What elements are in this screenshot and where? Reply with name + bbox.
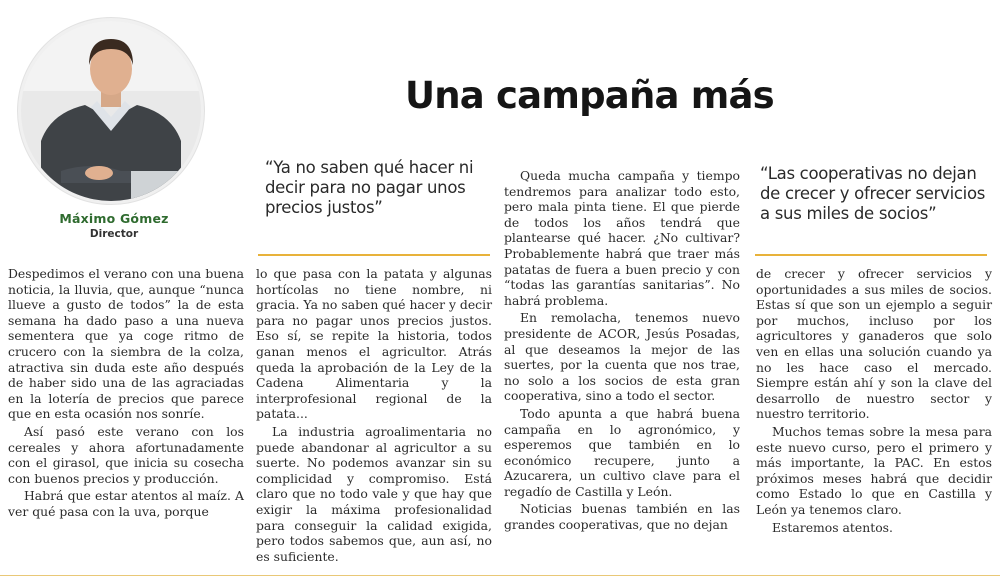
article-column-4 xyxy=(756,266,992,535)
paragraph: de crecer y ofrecer servicios y oportunidades a sus miles de socios. Estas sí que son un ejemplo a seguir por muchos, incluso por los agricultores y ganaderos que solo ven en ellas una solución cuando ya no les hace caso el mercado. Siempre están ahí y son la clave del desarrollo de nuestro sector y nuestro territorio. xyxy=(756,266,992,422)
paragraph: Así pasó este verano con los cereales y ahora afortunadamente con el girasol, que inicia su cosecha con buenos precios y producción. xyxy=(8,423,244,486)
paragraph: Habrá que estar atentos al maíz. A ver qué pasa con la uva, porque xyxy=(8,488,244,519)
paragraph: Despedimos el verano con una buena noticia, la lluvia, que, aunque “nunca llueve a gusto de todos” la de esta semana ha dado paso a una nueva sementera que ya coge ritmo de crucero con la siembra de la colza, atractiva sin duda este año después de haber sido una de las agraciadas en la lotería de precios que parece que en esta ocasión nos sonríe. xyxy=(8,266,244,422)
author-name: Máximo Gómez xyxy=(59,211,169,226)
author-role: Director xyxy=(89,228,139,240)
page-bottom-rule xyxy=(0,575,1000,576)
paragraph: Noticias buenas también en las grandes cooperativas, que no dejan xyxy=(504,501,740,533)
quote-underline xyxy=(258,254,490,256)
pull-quote: “Ya no saben qué hacer ni decir para no pagar unos precios justos” xyxy=(265,158,474,217)
article-column-1 xyxy=(8,266,244,520)
pull-quote: “Las cooperativas no dejan de crecer y ofrecer servicios a sus miles de socios” xyxy=(760,164,986,223)
article-column-2 xyxy=(256,266,492,564)
article-column-3 xyxy=(504,166,740,533)
headline: Una campaña más xyxy=(405,74,774,117)
paragraph: Todo apunta a que habrá buena campaña en lo agronómico, y esperemos que también en lo económico recupere, junto a Azucarera, un cultivo clave para el regadío de Castilla y León. xyxy=(504,405,740,499)
paragraph: En remolacha, tenemos nuevo presidente de ACOR, Jesús Posadas, al que deseamos la mejor de las suertes, por la cuenta que nos trae, no solo a los socios de esta gran cooperativa, sino a todo el sector. xyxy=(504,310,740,404)
paragraph: Queda mucha campaña y tiempo tendremos para analizar todo esto, pero mala pinta tiene. El que pierde de todos los años tendrá que plantearse qué hacer. ¿No cultivar? Probablemente habrá que traer más patatas de fuera a buen precio y con “todas las garantías sanitarias”. No habrá problema. xyxy=(504,168,740,308)
paragraph: Muchos temas sobre la mesa para este nuevo curso, pero el primero y más importante, la PAC. En estos próximos meses habrá que decidir como Estado lo que en Castilla y León ya tenemos claro. xyxy=(756,423,992,517)
paragraph: Estaremos atentos. xyxy=(772,519,893,535)
quote-underline xyxy=(755,254,987,256)
paragraph: lo que pasa con la patata y algunas hortícolas no tiene nombre, ni gracia. Ya no saben qué hacer y decir para no pagar unos precios justos. Eso sí, se repite la historia, todos ganan menos el agricultor. Atrás queda la aprobación de la Ley de la Cadena Alimentaria y la interprofesional regional de la patata... xyxy=(256,266,492,422)
paragraph: La industria agroalimentaria no puede abandonar al agricultor a su suerte. No podemos avanzar sin su complicidad y compromiso. Está claro que no todo vale y que hay que exigir la máxima profesionalidad para conseguir la calidad exigida, pero todos sabemos que, aun así, no es suficiente. xyxy=(256,423,492,564)
author-portrait xyxy=(18,18,204,204)
